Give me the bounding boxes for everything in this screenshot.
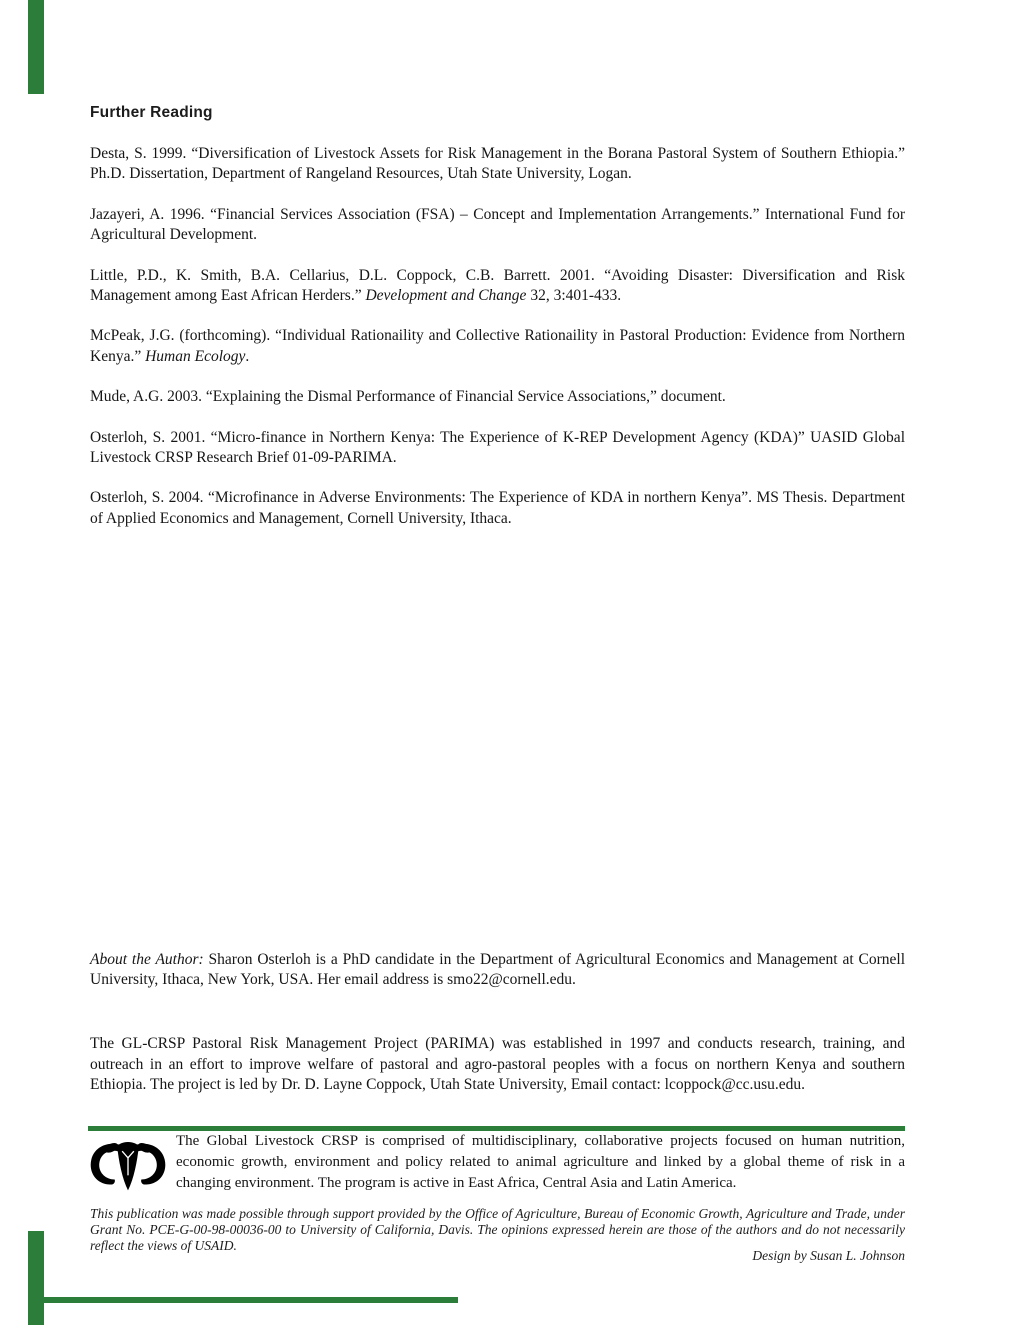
top-edge-green-stripe xyxy=(28,0,44,94)
usaid-disclaimer: This publication was made possible through support provided by the Office of Agriculture, Bureau of Economic Growth, Agriculture and Trade, under Grant No. PCE-G-00-98-00036-00 to University of California, Davis. The opinions expressed herein are those of the authors and do not necessarily reflect the views of USAID. xyxy=(90,1206,905,1254)
reference-text: McPeak, J.G. (forthcoming). “Individual Rationaility and Collective Rationaility in Pastoral Production: Evidence from Northern Kenya.” xyxy=(90,327,905,365)
bottom-green-rule xyxy=(28,1297,458,1303)
design-credit: Design by Susan L. Johnson xyxy=(752,1248,905,1263)
reference-item xyxy=(90,326,905,367)
reference-text: 32, 3:401-433. xyxy=(526,287,622,305)
reference-text: Osterloh, S. 2001. “Micro-finance in Northern Kenya: The Experience of K-REP Development Agency (KDA)” UASID Global Livestock CRSP Research Brief 01-09-PARIMA. xyxy=(90,428,905,467)
reference-item xyxy=(90,428,905,469)
about-author-text: Sharon Osterloh is a PhD candidate in the Department of Agricultural Economics and Management at Cornell University, Ithaca, New York, USA. Her email address is smo22@cornell.edu. xyxy=(90,951,906,989)
reference-text: Jazayeri, A. 1996. “Financial Services Association (FSA) – Concept and Implementation Arrangements.” International Fund for Agricultural Development. xyxy=(90,205,905,244)
reference-item xyxy=(90,144,905,185)
reference-text: . xyxy=(245,347,250,365)
reference-item xyxy=(90,205,905,246)
reference-text: Osterloh, S. 2004. “Microfinance in Adverse Environments: The Experience of KDA in northern Kenya”. MS Thesis. Department of Applied Economics and Management, Cornell University, Ithaca. xyxy=(90,489,905,527)
reference-text: Mude, A.G. 2003. “Explaining the Dismal Performance of Financial Service Associations,” document. xyxy=(90,388,726,406)
page-title: Further Reading xyxy=(90,104,213,121)
reference-item xyxy=(90,266,905,307)
about-the-author xyxy=(90,950,905,991)
reference-journal: Human Ecology xyxy=(145,347,246,365)
ram-head-logo-icon xyxy=(84,1137,172,1197)
reference-item xyxy=(90,488,905,529)
bottom-edge-green-stripe xyxy=(28,1231,44,1325)
parima-project-paragraph: The GL-CRSP Pastoral Risk Management Project (PARIMA) was established in 1997 and conducts research, training, and outreach in an effort to improve welfare of pastoral and agro-pastoral peoples with a focus on northern Kenya and southern Ethiopia. The project is led by Dr. D. Layne Coppock, Utah State University, Email contact: lcoppock@cc.usu.edu. xyxy=(90,1035,905,1094)
global-livestock-crsp-paragraph: The Global Livestock CRSP is comprised of multidisciplinary, collaborative projects focused on human nutrition, economic growth, environment and policy related to animal agriculture and linked by a global theme of risk in a changing environment. The program is active in East Africa, Central Asia and Latin America. xyxy=(176,1133,905,1191)
about-author-label: About the Author: xyxy=(90,951,204,968)
reference-text: Desta, S. 1999. “Diversification of Livestock Assets for Risk Management in the Borana Pastoral System of Southern Ethiopia.” Ph.D. Dissertation, Department of Rangeland Resources, Utah State University, Logan. xyxy=(90,145,905,183)
reference-journal: Development and Change xyxy=(365,287,527,305)
reference-list xyxy=(90,144,905,549)
reference-item xyxy=(90,387,905,407)
reference-text: Little, P.D., K. Smith, B.A. Cellarius, D.L. Coppock, C.B. Barrett. 2001. “Avoiding Disaster: Diversification and Risk Management among East African Herders.” xyxy=(90,266,905,305)
